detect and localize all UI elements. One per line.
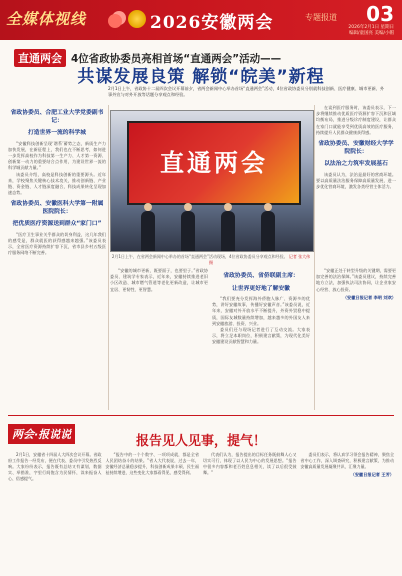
page-number: 03 <box>366 2 394 26</box>
article-lead: 2月1日上午，省政协十二届四次会议开幕前夕，省两会新闻中心举办首场“直通两会”活动，4位省政协委员分别就科技创新、医疗健康、城市更新、外事外宣与对外开放等话题分享观点和经验。 <box>108 86 385 98</box>
banner-special-label: 专题报道 <box>305 13 337 22</box>
section2-column <box>8 452 102 482</box>
photo-caption <box>110 254 312 266</box>
section-intro: 省政协委员、省侨联副主席： <box>223 273 299 279</box>
section2-headline: 报告见人见事，提气！ <box>135 434 266 449</box>
middle-column-2 <box>212 268 310 346</box>
body-paragraph: “安徽正处于转型升级的关键期，需要更加完善的法治保障。”该委员建议，持续完善地方立法，加强执法司法协同，让企业家安心经营、放心投资。 <box>316 268 396 292</box>
body-paragraph: “医疗卫生事业关乎群众的切身利益，这几年我们的感受是，群众就医的获得感越来越强。”该委员表示，全省医疗资源持续扩容下沉，省市县乡村五级医疗服务网络不断完善。 <box>8 231 106 256</box>
emblem-icon <box>128 10 146 28</box>
body-paragraph: “报告中的一个个数字、一项项成就，都是全省人民团结奋斗的结果。”省人大代表说，过去一年，安徽经济总量稳步提升，科技创新成果丰硕，民生福祉持续增进，这些变化大家都看得见、感受得到。 <box>105 452 199 475</box>
body-paragraph: “安徽科技创新呈现‘谱系’蓄势之态，新质生产力加快发展，在新征程上，我们也在不断思考，如何进一步发挥高校作为科技第一生产力、人才第一资源、创新第一动力的重要结合点作用，为建设世界一流的科学城贡献力量。” <box>8 140 106 171</box>
section-intro: 省政协委员、合肥工业大学党委副书记： <box>10 110 104 124</box>
section-divider <box>8 415 394 416</box>
caption-text: 2月1日上午，在省两会新闻中心举办的首场“直通两会”活动现场，4位省政协委员分享观点和经验。 <box>111 254 288 259</box>
body-paragraph: 在谈到医疗服务时，该委员表示，下一步将继续推动优质医疗资源扩容下沉和区域均衡布局，推进分级诊疗制度建设，让群众在家门口就能享受到优质高效的医疗服务，持续提升人民群众健康获得感。 <box>316 105 396 135</box>
right-column-2 <box>316 268 396 301</box>
event-photo <box>110 110 314 252</box>
body-paragraph: 委员们表示，将认真学习领会报告精神，聚焦全省中心工作，深入调查研究，积极建言献策，为推动安徽高质量发展凝聚共识、汇聚力量。 <box>300 452 394 469</box>
section2-column <box>301 452 395 482</box>
section2-column <box>203 452 297 482</box>
kicker-badge: 直通两会 <box>14 49 66 67</box>
person-figure <box>141 211 155 251</box>
right-column <box>316 105 396 190</box>
person-figure <box>221 211 235 251</box>
flower-icon <box>108 14 122 28</box>
article-headline: 共谋发展良策 解锁“皖美”新程 <box>77 67 325 87</box>
stage-screen <box>127 121 301 205</box>
body-paragraph: “我们要充分发挥海外侨胞人脉广、资源多的优势，讲好安徽故事，传播好安徽声音。”该委员说，近年来，安徽对外开放水平不断提升，外资外贸稳中提质，国际友城数量持续增加，越来越多的外国友人来到安徽旅游、投资、兴业。 <box>212 296 310 326</box>
person-figure <box>181 211 195 251</box>
caption-credit: 记者 张大伟 摄 <box>209 254 311 265</box>
people-on-stage <box>111 203 313 251</box>
body-paragraph: “安徽的城市更新，既要面子，也要里子。”省政协委员、建筑学专家表示，近年来，安徽持续推进老旧小区改造、城市燃气管道等老化更新改造，让城市更宜居、更韧性、更智慧。 <box>110 268 208 292</box>
body-paragraph: 委员们还与现场记者进行了互动交流。大家表示，将立足本职岗位，积极建言献策，为现代化美好安徽建设贡献智慧和力量。 <box>212 327 310 345</box>
masthead: 全媒体视线 <box>6 10 87 28</box>
section-intro: 省政协委员、安徽财经大学学院院长： <box>318 141 394 155</box>
left-column <box>8 105 106 257</box>
kicker-text: 4位省政协委员亮相首场“直通两会”活动—— <box>71 52 282 65</box>
column-divider <box>108 105 109 410</box>
person-figure <box>261 211 275 251</box>
section-subhead: 把优质医疗资源送到群众“家门口” <box>12 221 102 228</box>
body-paragraph: 该委员介绍，高校是科技创新的重要源头。近年来，学校聚焦关键核心技术攻关，推动创新链、产业链、资金链、人才链深度融合，科技成果转化呈现加速态势。 <box>8 171 106 196</box>
body-paragraph: 2月1日，安徽省十四届人大四次会议开幕。省政府工作报告一经发布，便在代表、委员中引发热烈反响。大家纷纷表示，报告既有总结又有谋划，数据实、举措准，字里行间饱含为民情怀，读来振奋人心、倍感提气。 <box>8 452 102 481</box>
page-editors: 编辑/童国亮 美编/小帽 <box>349 31 394 36</box>
section2-column <box>106 452 200 482</box>
column-divider <box>314 105 315 410</box>
section2-columns <box>8 452 394 482</box>
stage-screen-text: 直通两会 <box>160 149 268 177</box>
middle-column-1 <box>110 268 208 293</box>
section-subhead: 以法治之力筑牢发展基石 <box>324 161 388 168</box>
banner-title: 2026安徽两会 <box>150 13 274 33</box>
section2-badge: 两会·报说说 <box>8 424 75 444</box>
section-subhead: 让世界更好地了解安徽 <box>232 285 290 292</box>
article-byline: （安徽日报记者 李明 刘欢） <box>342 294 396 300</box>
body-paragraph: 代表们认为，报告提出的目标任务既鼓舞人心又切实可行，体现了以人民为中心的发展思想。“报告中很多内容都和老百姓息息相关，读了以后很受鼓舞。” <box>203 452 297 475</box>
section-intro: 省政协委员、安徽医科大学第一附属医院院长： <box>10 201 104 215</box>
section2-byline: （安徽日报记者 王芳） <box>350 472 394 477</box>
page-banner <box>0 0 402 40</box>
body-paragraph: 该委员认为，法治是最好的营商环境。要以高质量法治服务保障高质量发展，进一步优化营商环境，激发各类经营主体活力。 <box>316 171 396 189</box>
page-date: 2026年2月1日 星期日 <box>348 25 394 30</box>
section-subhead: 打造世界一流的科学城 <box>28 130 86 136</box>
